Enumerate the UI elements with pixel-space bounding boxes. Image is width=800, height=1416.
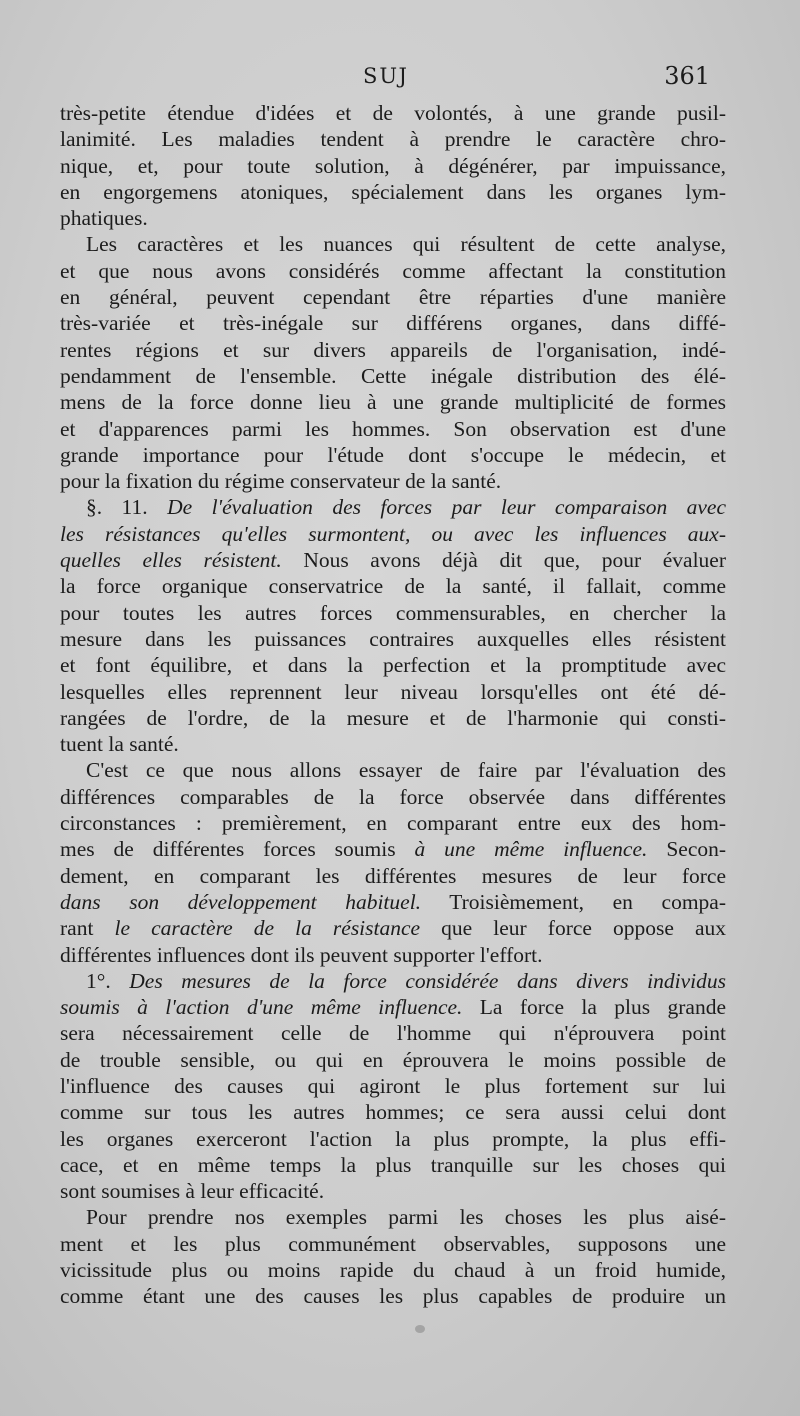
text-line: différentes influences dont ils peuvent supporter l'effort. <box>60 942 543 967</box>
text-line: sera nécessairement celle de l'homme qui n'éprouvera point <box>60 1021 726 1046</box>
text-line: soumis à l'action d'une même influence. La force la plus grande <box>60 995 727 1020</box>
text-line: mesure dans les puissances contraires auxquelles elles résistent <box>60 626 726 651</box>
text-line: et que nous avons considérés comme affectant la constitution <box>60 258 726 283</box>
text-line: tuent la santé. <box>60 732 179 757</box>
text-line: pour la fixation du régime conservateur de la santé. <box>60 469 502 494</box>
text-line: l'influence des causes qui agiront le plus fortement sur lui <box>60 1073 726 1098</box>
text-line: ment et les plus communément observables, supposons une <box>60 1231 726 1256</box>
text-line: très-petite étendue d'idées et de volontés, à une grande pusil- <box>60 101 726 125</box>
text-line: sont soumises à leur efficacité. <box>60 1179 325 1204</box>
text-line: nique, et, pour toute solution, à dégénérer, par impuissance, <box>60 153 726 178</box>
subsection-number: 1°. <box>86 968 111 993</box>
text-line: rentes régions et sur divers appareils de l'organisation, indé- <box>60 337 726 362</box>
subsection-title-end: soumis à l'action d'une même influence. <box>60 995 463 1020</box>
text-line: Pour prendre nos exemples parmi les choses les plus aisé- <box>86 1205 726 1230</box>
section-title: De l'évaluation des forces par leur comparaison avec <box>167 495 727 520</box>
text-line: circonstances : premièrement, en comparant entre eux des hom- <box>60 811 726 836</box>
text-line: C'est ce que nous allons essayer de faire par l'évaluation des <box>86 758 726 783</box>
section-title-cont: les résistances qu'elles surmontent, ou avec les influences aux- <box>60 521 726 546</box>
text-line <box>60 521 726 547</box>
page-number: 361 <box>664 62 710 90</box>
text-line: comme sur tous les autres hommes; ce sera aussi celui dont <box>60 1100 726 1125</box>
text-line: mes de différentes forces soumis à une même influence. Secon- <box>60 837 727 862</box>
text-line: rant le caractère de la résistance que leur force oppose aux <box>60 916 727 941</box>
text-line: et font équilibre, et dans la perfection et la promptitude avec <box>60 653 726 678</box>
section-heading-line <box>60 494 726 520</box>
text-line: la force organique conservatrice de la santé, il fallait, comme <box>60 574 726 599</box>
text-line: pendamment de l'ensemble. Cette inégale distribution des élé- <box>60 363 726 388</box>
text-line: dement, en comparant les différentes mesures de leur force <box>60 863 726 888</box>
text-line: comme étant une des causes les plus capables de produire un <box>60 1284 726 1309</box>
section-number: §. 11. <box>86 495 148 520</box>
ink-spot <box>415 1325 425 1333</box>
text-line: rangées de l'ordre, de la mesure et de l'harmonie qui consti- <box>60 705 726 730</box>
text-line: lanimité. Les maladies tendent à prendre le caractère chro- <box>60 127 726 152</box>
section-title-end: quelles elles résistent. <box>60 548 282 573</box>
emphasis: à une même influence. <box>414 837 648 862</box>
text-line: de trouble sensible, ou qui en éprouvera le moins possible de <box>60 1047 726 1072</box>
emphasis: le caractère de la résistance <box>114 916 421 941</box>
text-line: vicissitude plus ou moins rapide du chaud à un froid humide, <box>60 1258 726 1283</box>
text-line: grande importance pour l'étude dont s'occupe le médecin, et <box>60 442 726 467</box>
text-line: différences comparables de la force observée dans différentes <box>60 784 726 809</box>
body-text <box>60 100 726 1310</box>
text-line: les organes exerceront l'action la plus prompte, la plus effi- <box>60 1126 726 1151</box>
text-line: mens de la force donne lieu à une grande multiplicité de formes <box>60 390 726 415</box>
text-line: phatiques. <box>60 206 148 231</box>
page-header <box>60 62 712 96</box>
text-line: quelles elles résistent. Nous avons déjà dit que, pour évaluer <box>60 548 727 573</box>
text-line: très-variée et très-inégale sur différens organes, dans diffé- <box>60 311 726 336</box>
text-line: et d'apparences parmi les hommes. Son observation est d'une <box>60 416 726 441</box>
running-head: SUJ <box>363 64 409 88</box>
text-line: dans son développement habituel. Troisièmement, en compa- <box>60 889 726 914</box>
text-line: pour toutes les autres forces commensurables, en chercher la <box>60 600 726 625</box>
subsection-title: Des mesures de la force considérée dans divers individus <box>129 968 726 993</box>
emphasis: dans son développement habituel. <box>60 889 422 914</box>
text-line: Les caractères et les nuances qui résultent de cette analyse, <box>86 232 726 257</box>
text-line: cace, et en même temps la plus tranquille sur les choses qui <box>60 1152 726 1177</box>
subsection-heading-line <box>60 968 726 994</box>
text-line: lesquelles elles reprennent leur niveau lorsqu'elles ont été dé- <box>60 679 726 704</box>
text-line: en général, peuvent cependant être réparties d'une manière <box>60 285 726 310</box>
text-line: en engorgemens atoniques, spécialement dans les organes lym- <box>60 179 726 204</box>
